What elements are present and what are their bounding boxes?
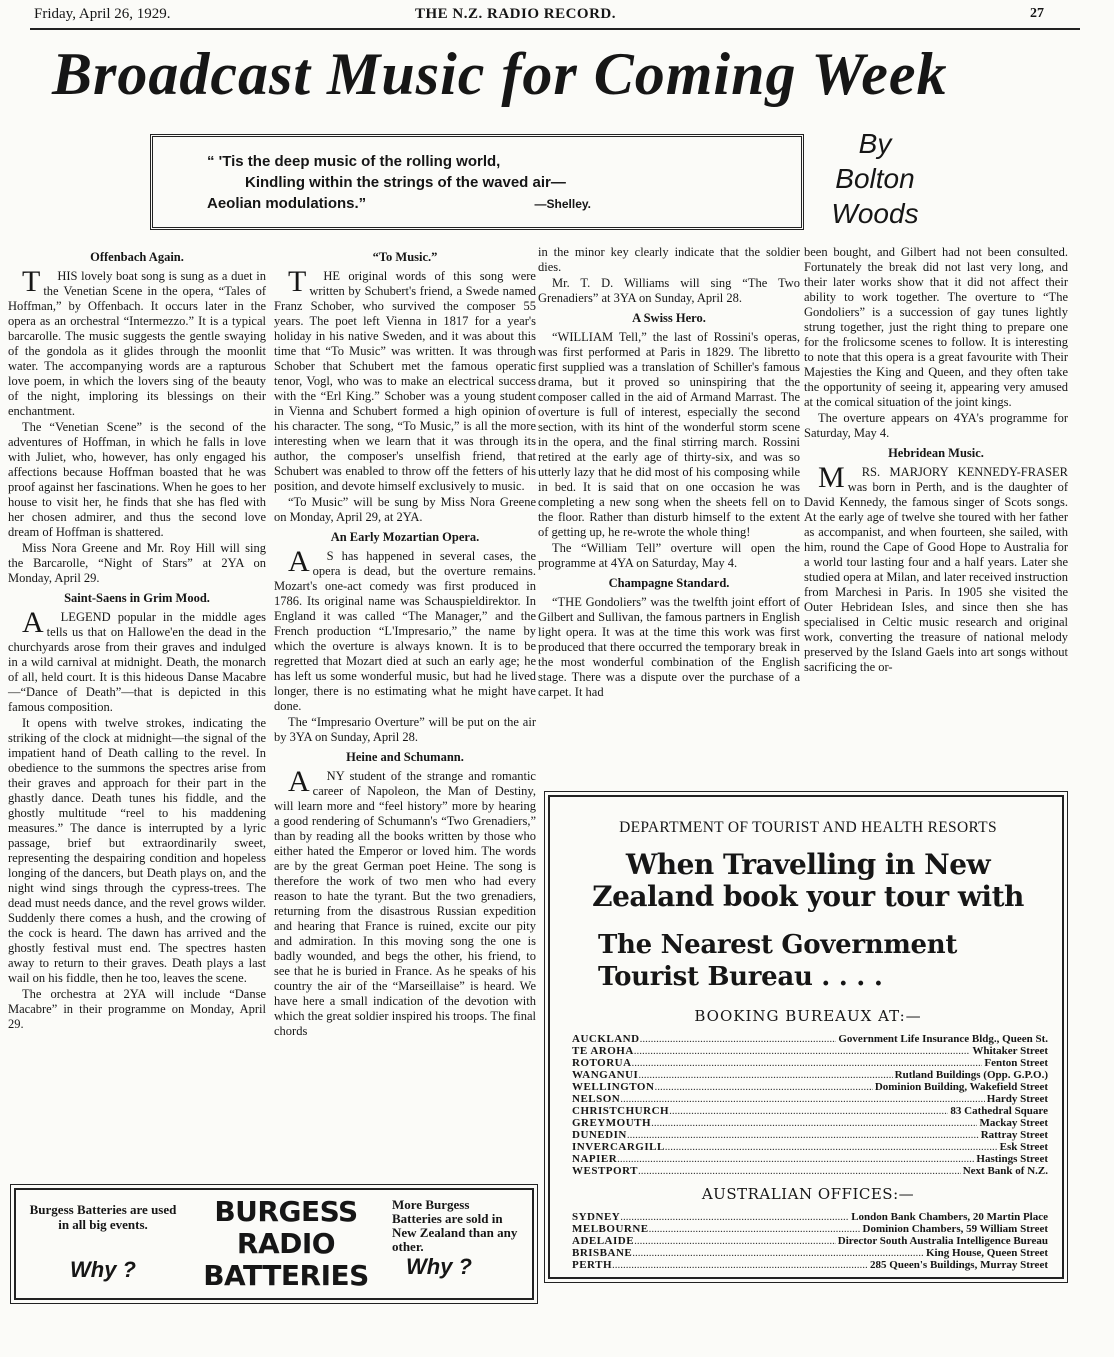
- office-row: [572, 1165, 1048, 1177]
- leader-dots: [627, 1129, 979, 1141]
- paragraph: The “William Tell” overture will open the programme at 4YA on Saturday, May 4.: [538, 541, 800, 570]
- burgess-brand-line-2: RADIO: [236, 1227, 336, 1260]
- office-address: Whitaker Street: [972, 1045, 1048, 1057]
- leader-dots: [634, 1235, 836, 1247]
- heading-offenbach: Offenbach Again.: [90, 250, 184, 264]
- office-town: BRISBANE: [572, 1247, 633, 1259]
- burgess-brand: [196, 1196, 376, 1292]
- article-column-4: [804, 245, 1068, 676]
- leader-dots: [634, 1045, 971, 1057]
- paragraph: MRS. MARJORY KENNEDY-FRASER was born in Perth, and is the daughter of David Kennedy, the famous singer of Scots songs. At the early age of twelve she toured with her father as accompanist, and when fourteen, she sailed, with him, round the Cape of Good Hope to Australia for a world tour lasting four and a half years. Later she studied opera at Milan, and later received instruction from Marchesi in Paris. In 1905 she visited the Outer Hebridean Isles, and since then she has specialised in Celtic music research and original work, converting the treasure of national melody preserved by the Island Gaels into art songs without sacrificing the or-: [804, 461, 1068, 674]
- office-row: [572, 1033, 1048, 1045]
- heading-mozartian-opera: An Early Mozartian Opera.: [330, 530, 480, 544]
- office-town: PERTH: [572, 1259, 613, 1271]
- office-town: AUCKLAND: [572, 1033, 640, 1045]
- office-address: Dominion Building, Wakefield Street: [874, 1081, 1048, 1093]
- heading-saint-saens: Saint-Saens in Grim Mood.: [64, 591, 210, 605]
- office-address: Hardy Street: [986, 1093, 1048, 1105]
- leader-dots: [620, 1211, 849, 1223]
- office-town: CHRISTCHURCH: [572, 1105, 670, 1117]
- paragraph: “To Music” will be sung by Miss Nora Greene on Monday, April 29, at 2YA.: [274, 495, 536, 524]
- office-address: Government Life Insurance Bldg., Queen St.: [838, 1033, 1048, 1045]
- leader-dots: [654, 1081, 872, 1093]
- paragraph: “WILLIAM Tell,” the last of Rossini's operas, was first performed at Paris in 1829. The libretto first supplied was a translation of Schiller's famous drama, but it proved so uninspiring that the composer called in the aid of Armand Marrast. The overture is full of interest, especially the second section, with its hint of the wonderful storm scene in the opera, and the final stirring march. Rossini retired at the early age of thirty-six, and was so utterly lazy that he did most of his composing while in bed. It is said that on one occasion he was completing a new song when the sheets fell on to the floor. Rather than disturb himself to the extent of getting up, he re-wrote the whole thing!: [538, 330, 800, 539]
- page-number: 27: [1030, 6, 1044, 21]
- heading-heine-schumann: Heine and Schumann.: [346, 750, 464, 764]
- quote-line-3: Aeolian modulations.”: [207, 195, 367, 212]
- ad-department: DEPARTMENT OF TOURIST AND HEALTH RESORTS: [619, 819, 997, 836]
- burgess-left-text: Burgess Batteries are used in all big events.: [29, 1202, 177, 1232]
- office-town: SYDNEY: [572, 1211, 621, 1223]
- ad-australian-heading: AUSTRALIAN OFFICES:—: [701, 1185, 915, 1203]
- office-row: [572, 1153, 1048, 1165]
- page-title: Broadcast Music for Coming Week: [52, 41, 948, 107]
- quote-line-1: “ 'Tis the deep music of the rolling world,: [207, 153, 501, 170]
- paragraph: The orchestra at 2YA will include “Danse Macabre” in their programme on Monday, April 29.: [8, 987, 266, 1031]
- leader-dots: [665, 1141, 998, 1153]
- byline: [820, 126, 930, 231]
- ad-booking-heading: BOOKING BUREAUX AT:—: [694, 1007, 922, 1025]
- office-row: [572, 1223, 1048, 1235]
- office-town: ADELAIDE: [572, 1235, 635, 1247]
- leader-dots: [649, 1223, 861, 1235]
- office-row: [572, 1129, 1048, 1141]
- leader-dots: [612, 1259, 868, 1271]
- office-row: [572, 1235, 1048, 1247]
- paragraph: been bought, and Gilbert had not been consulted. Fortunately the break did not last very long, and their later works show that it did not affect their ability to work together. The overture to “The Gondoliers” is a succession of gay tunes lightly strung together, just the right thing to prepare one for the frolicsome scenes to follow. It is interesting to note that this opera is a great favourite with Their Majesties the King and Queen, and they often take the opportunity of seeing it, appearing very amused at the comical situation of the joint kings.: [804, 245, 1068, 409]
- office-town: ROTORUA: [572, 1057, 632, 1069]
- office-town: MELBOURNE: [572, 1223, 649, 1235]
- ad-headline: When Travelling in New Zealand book your tour with: [592, 848, 1024, 913]
- burgess-left-panel: [28, 1202, 178, 1282]
- header-publication: THE N.Z. RADIO RECORD.: [415, 6, 617, 22]
- leader-dots: [632, 1057, 983, 1069]
- epigraph-box: [150, 134, 804, 230]
- leader-dots: [620, 1093, 985, 1105]
- ad-subheadline: The Nearest Government Tourist Bureau . . . .: [598, 930, 958, 992]
- burgess-right-panel: [392, 1197, 522, 1279]
- office-town: DUNEDIN: [572, 1129, 627, 1141]
- article-column-2: [274, 245, 536, 1040]
- burgess-right-why: Why ?: [406, 1254, 472, 1279]
- byline-last: Woods: [831, 198, 919, 229]
- paragraph: It opens with twelve strokes, indicating the striking of the clock at midnight—the signal of the impatient hand of Death calling to the revel. In obedience to the summons the spectres arise from their graves and approach for their part in the ghastly dance. Death tunes his fiddle, and the ghostly multitude “reel to his maddening measures.” The dance is interrupted by a lyric passage, brief but extraordinarily sweet, representing the despairing condition and hopeless longing of the dancers, but Death plays on, and the night wind sings through the cypress-trees. The dead must needs dance, and the revel grows wilder. Suddenly there comes a hush, and the crowing of the cock is heard. The dawn has arrived and the ghostly festival must end. The spectres hasten away to return to their graves. Death plays a last wail on his fiddle, then he too, leaves the scene.: [8, 716, 266, 985]
- office-town: INVERCARGILL: [572, 1141, 665, 1153]
- article-column-3: [538, 245, 800, 701]
- office-address: Hastings Street: [976, 1153, 1048, 1165]
- paragraph: “THE Gondoliers” was the twelfth joint effort of Gilbert and Sullivan, the famous partners in English light opera. It was at the time this work was first produced that there occurred the temporary break in the most wonderful combination of the English stage. There was a dispute over the purchase of a carpet. It had: [538, 595, 800, 699]
- office-address: London Bank Chambers, 20 Martin Place: [851, 1211, 1048, 1223]
- tourist-bureau-ad: [548, 795, 1064, 1279]
- quote-line-2: Kindling within the strings of the waved air—: [245, 174, 566, 191]
- paragraph: The overture appears on 4YA's programme for Saturday, May 4.: [804, 411, 1068, 440]
- office-row: [572, 1141, 1048, 1153]
- office-town: WANGANUI: [572, 1069, 639, 1081]
- header-date: Friday, April 26, 1929.: [34, 6, 171, 22]
- burgess-left-why: Why ?: [70, 1257, 136, 1282]
- office-address: Rutland Buildings (Opp. G.P.O.): [894, 1069, 1048, 1081]
- burgess-brand-line-3: BATTERIES: [203, 1259, 369, 1292]
- article-column-1: [8, 245, 266, 1033]
- office-address: King House, Queen Street: [925, 1247, 1048, 1259]
- office-row: [572, 1081, 1048, 1093]
- leader-dots: [669, 1105, 948, 1117]
- header-rule: [30, 28, 1080, 30]
- office-town: NELSON: [572, 1093, 621, 1105]
- heading-swiss-hero: A Swiss Hero.: [632, 311, 706, 325]
- heading-hebridean-music: Hebridean Music.: [888, 446, 984, 460]
- byline-first: Bolton: [835, 163, 915, 194]
- nz-office-list: [572, 1033, 1048, 1177]
- byline-by: By: [858, 128, 892, 159]
- leader-dots: [617, 1153, 974, 1165]
- office-town: GREYMOUTH: [572, 1117, 652, 1129]
- office-row: [572, 1117, 1048, 1129]
- office-address: Fenton Street: [984, 1057, 1048, 1069]
- office-address: Mackay Street: [979, 1117, 1048, 1129]
- paragraph: ALEGEND popular in the middle ages tells us that on Hallowe'en the dead in the churchyards arose from their graves and indulged in a wild carnival at midnight. Death, the monarch of all, held court. It is this hideous Danse Macabre—“Dance of Death”—that is depicted in this famous composition.: [8, 606, 266, 714]
- office-town: TE AROHA: [572, 1045, 634, 1057]
- paragraph: THIS lovely boat song is sung as a duet in the Venetian Scene in the opera, “Tales of Hoffman,” by Offenbach. It occurs later in the opera as an orchestral “Intermezzo.” It is a typical barcarolle. The music suggests the gentle swaying of the gondola as it glides through the moonlit water. The accompanying words are a rapturous love poem, in which the lovers sing of the beauty of the night, imploring its blessings on their enchantment.: [8, 265, 266, 418]
- leader-dots: [638, 1069, 892, 1081]
- office-town: WELLINGTON: [572, 1081, 655, 1093]
- paragraph: Mr. T. D. Williams will sing “The Two Grenadiers” at 3YA on Sunday, April 28.: [538, 276, 800, 305]
- office-row: [572, 1057, 1048, 1069]
- au-office-list: [572, 1211, 1048, 1271]
- office-address: Next Bank of N.Z.: [962, 1165, 1048, 1177]
- office-address: 83 Cathedral Square: [950, 1105, 1048, 1117]
- quote-attribution: —Shelley.: [534, 197, 591, 211]
- paragraph: The “Venetian Scene” is the second of the adventures of Hoffman, in which he falls in love with Juliet, who, however, has only engaged his affections because Hoffman boasted that he was proof against her fascinations. When he goes to her house to visit her, he finds that she has fled with her chosen admirer, and thus the second love dream of Hoffman is shattered.: [8, 420, 266, 539]
- office-row: [572, 1211, 1048, 1223]
- office-town: NAPIER: [572, 1153, 618, 1165]
- burgess-right-text: More Burgess Batteries are sold in New Zealand than any other.: [392, 1197, 518, 1254]
- office-town: WESTPORT: [572, 1165, 638, 1177]
- paragraph: ANY student of the strange and romantic career of Napoleon, the Man of Destiny, will learn more and “feel history” more by hearing a good rendering of Schumann's “Two Grenadiers,” than by reading all the books written by those who either hated the Emperor or loved him. The words are by the great German poet Heine. The song is therefore the work of two men who had every reason to hate the tyrant. But the two grenadiers, returning from the disastrous Russian expedition and hearing that France is ruined, excite our pity and admiration. In this moving song the one is badly wounded, and begs the other, his friend, to see that he is buried in France. As he speaks of his country the air of the “Marseillaise” is heard. We have here a small indication of the devotion with which the great soldier inspired his troops. The final chords: [274, 765, 536, 1038]
- burgess-batteries-ad: [14, 1188, 534, 1300]
- office-address: 285 Queen's Buildings, Murray Street: [870, 1259, 1048, 1271]
- office-address: Rattray Street: [980, 1129, 1048, 1141]
- paragraph: Miss Nora Greene and Mr. Roy Hill will sing the Barcarolle, “Night of Stars” at 2YA on Monday, April 29.: [8, 541, 266, 585]
- office-address: Dominion Chambers, 59 William Street: [862, 1223, 1048, 1235]
- office-row: [572, 1093, 1048, 1105]
- office-address: Esk Street: [999, 1141, 1048, 1153]
- office-row: [572, 1069, 1048, 1081]
- heading-champagne-standard: Champagne Standard.: [608, 576, 730, 590]
- leader-dots: [638, 1165, 961, 1177]
- office-row: [572, 1105, 1048, 1117]
- leader-dots: [651, 1117, 977, 1129]
- paragraph: THE original words of this song were written by Schubert's friend, a Swede named Franz Schober, who survived the composer 55 years. The poet left Vienna in 1817 for a year's holiday in his native Sweden, and it was about this time that “To Music” was written. It was through Schober that Schubert met the famous operatic tenor, Vogl, who was to make an electrical success with the “Erl King.” Schober was a young student in Vienna and Schubert formed a high opinion of his character. The song, “To Music,” is all the more interesting when we learn that it was through its author, the composer's unselfish friend, that Schubert was enabled to throw off the fetters of his position, and devote himself exclusively to music.: [274, 265, 536, 493]
- leader-dots: [632, 1247, 924, 1259]
- leader-dots: [640, 1033, 837, 1045]
- office-row: [572, 1045, 1048, 1057]
- paragraph: AS has happened in several cases, the opera is dead, but the overture remains. Mozart's one-act comedy was first produced in 1786. Its original name was Schauspieldirektor. In England it was called “The Manager,” and the French production “L'Impresario,” the name by which the overture is always known. It is to be regretted that Mozart died at such an early age; he has left us some wonderful music, but had he lived longer, there is no estimating what he might have done.: [274, 545, 536, 713]
- office-address: Director South Australia Intelligence Bureau: [837, 1235, 1048, 1247]
- paragraph: in the minor key clearly indicate that the soldier dies.: [538, 245, 800, 274]
- heading-to-music: “To Music.”: [372, 250, 438, 264]
- burgess-brand-line-1: BURGESS: [214, 1195, 358, 1228]
- office-row: [572, 1259, 1048, 1271]
- office-row: [572, 1247, 1048, 1259]
- paragraph: The “Impresario Overture” will be put on the air by 3YA on Sunday, April 28.: [274, 715, 536, 744]
